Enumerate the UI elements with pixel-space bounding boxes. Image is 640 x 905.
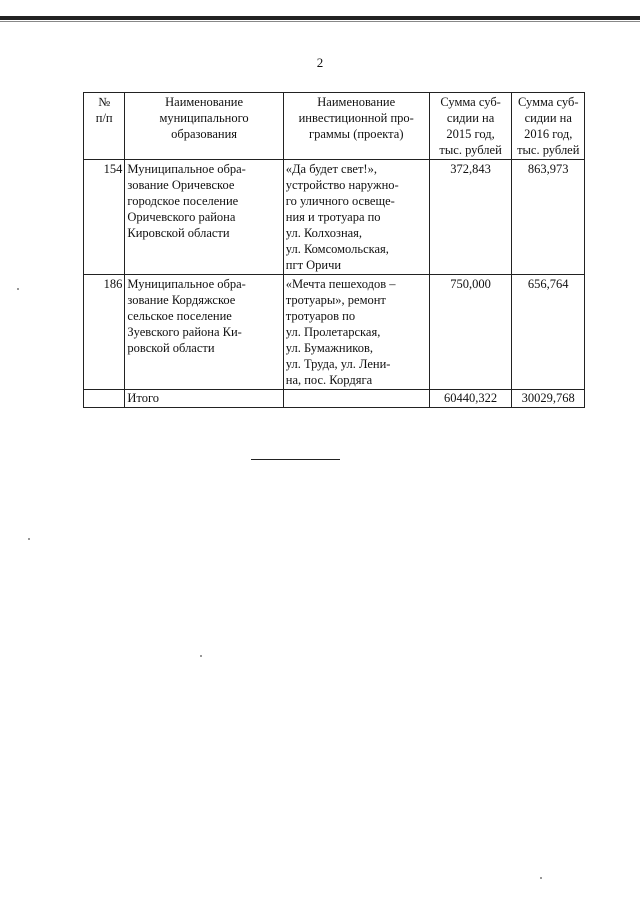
scan-speck [28,538,30,540]
total-row [84,390,585,408]
header-number: № п/п [84,93,125,160]
row-sum-2015: 750,000 [429,275,512,390]
row-program: «Да будет свет!», устройство наружно- го уличного освеще- ния и тротуара по ул. Колхозная, ул. Комсомольская, пгт Оричи [283,160,429,275]
table-row [84,160,585,275]
scan-speck [200,655,202,657]
row-municipality: Муниципальное обра- зование Кордяжское сельское поселение Зуевского района Ки- ровской области [125,275,283,390]
subsidy-table [83,92,585,408]
row-number: 186 [84,275,125,390]
row-municipality: Муниципальное обра- зование Оричевское городское поселение Оричевского района Кировской области [125,160,283,275]
scan-speck [540,877,542,879]
total-program-cell [283,390,429,408]
top-border-rule [0,16,640,20]
row-sum-2016: 656,764 [512,275,585,390]
row-program: «Мечта пешеходов – тротуары», ремонт тротуаров по ул. Пролетарская, ул. Бумажников, ул. Труда, ул. Лени- на, пос. Кордяга [283,275,429,390]
row-sum-2015: 372,843 [429,160,512,275]
header-program: Наименование инвестиционной про- граммы (проекта) [283,93,429,160]
total-sum-2015: 60440,322 [429,390,512,408]
end-of-document-rule [251,459,340,460]
header-municipality: Наименование муниципального образования [125,93,283,160]
total-label: Итого [125,390,283,408]
header-sum-2015: Сумма суб- сидии на 2015 год, тыс. рублей [429,93,512,160]
scan-speck [17,288,19,290]
total-number-cell [84,390,125,408]
top-border-rule-thin [0,21,640,22]
page-number: 2 [316,55,324,70]
row-number: 154 [84,160,125,275]
table-header-row [84,93,585,160]
row-sum-2016: 863,973 [512,160,585,275]
table-row [84,275,585,390]
header-sum-2016: Сумма суб- сидии на 2016 год, тыс. рублей [512,93,585,160]
total-sum-2016: 30029,768 [512,390,585,408]
